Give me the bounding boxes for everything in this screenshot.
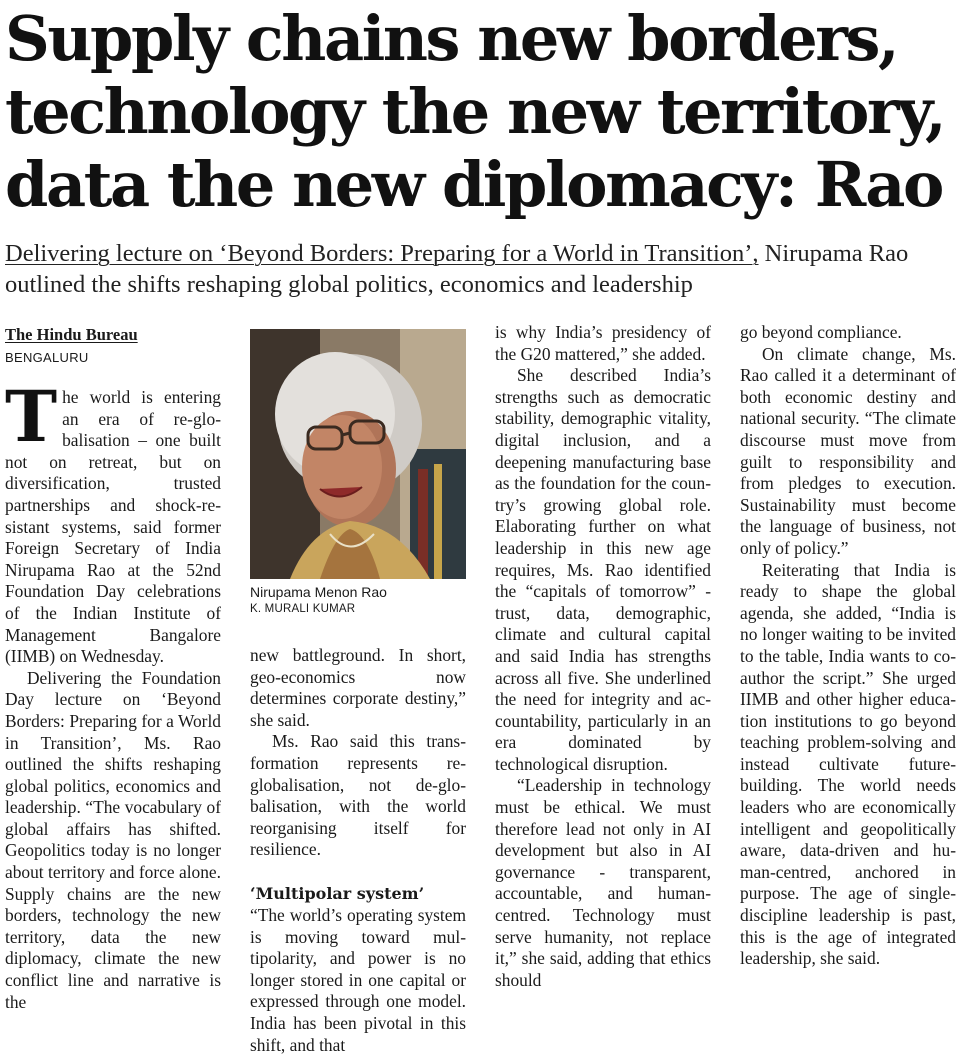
column-3 [495,322,711,1059]
deck-underlined: Delivering lecture on ‘Beyond Borders: Preparing for a World in Transition’, [5,240,759,267]
headline: Supply chains new borders, technology the new territory, data the new diplomacy: Rao [5,2,945,221]
photo-caption: Nirupama Menon Rao [250,584,387,600]
paragraph: Delivering the Foundation Day lecture on ‘Beyond Borders: Preparing for a World in Transition’, Ms. Rao outlined the shifts reshaping global politics, economics and leadership. “The vocabulary of global affairs has shifted. Geopolitics today is no longer about territory and force alone. Supply chains are the new borders, technology the new territory, data the new diplomacy, climate the new conflict line and narrative is the [5,667,221,1012]
portrait-photo [250,329,466,579]
portrait-illustration [250,329,466,579]
paragraph: “Leadership in technology must be ethical. We must therefore lead not only in AI development but also in AI governance - transparent, accountable, and human-centred. Technology must serve humanity, not replace it,” she said, adding that ethics should [495,775,711,990]
paragraph: Reiterating that India is ready to shape the global agenda, she added, “India is no longer waiting to be invited to the table, India wants to co-author the script.” She urged IIMB and other higher education institutions to go beyond teaching problem-solving and instead cultivate future-building. The world needs leaders who are economically intelligent and geopolitically aware, data-driven and human-centred, anchored in purpose. The age of single-discipline leadership is past, this is the age of integrated leadership, she said. [740,559,956,969]
paragraph: Ms. Rao said this transformation represents reglobalisation, not de-globalisation, with the world reorganising itself for resilience. [250,731,466,860]
photo-credit: K. MURALI KUMAR [250,603,356,615]
paragraph: “The world’s operating system is moving toward multipolarity, and power is no longer stored in one capital or expressed through one model. India has been pivotal in this shift, and that [250,904,466,1055]
paragraph-text: he world is entering an era of re-globalisation – one built not on retreat, but on diversification, trusted partnerships and shock-resistant systems, said former Foreign Secretary of India Nirupama Rao at the 52nd Foundation Day celebrations of the Indian Institute of Management Bangalore (IIMB) on Wednesday. [5,387,221,667]
drop-cap: T [5,375,58,458]
paragraph: She described India’s strengths such as democratic stability, demographic vitality, digital inclusion, and a deepening manufacturing base as the foundation for the country’s growing global role. Elaborating further on what leadership in this new age requires, Ms. Rao identified the “capitals of tomorrow” - trust, data, demographic, climate and cultural capital and said India has strengths across all five. She underlined the need for integrity and accountability, particularly in an era dominated by technological disruption. [495,365,711,774]
paragraph: On climate change, Ms. Rao called it a determinant of both economic destiny and national security. “The climate discourse must move from guilt to responsibility and from pledges to execution. Sustainability must become the language of business, not only of policy.” [740,343,956,558]
column-2 [250,322,466,1059]
column-4 [740,322,956,1059]
byline: The Hindu Bureau [5,325,138,344]
deck-rest: Nirupama Rao outlined the shifts reshaping global politics, economics and leadership [5,240,909,298]
paragraph: go beyond compliance. [740,322,902,342]
paragraph: new battleground. In short, geo-economics now determines corporate destiny,” she said. [250,645,466,730]
paragraph: is why India’s presidency of the G20 mattered,” she added. [495,322,711,364]
column-1 [5,322,221,1059]
deck [5,238,955,300]
paragraph [5,375,221,668]
dateline: BENGALURU [5,350,89,365]
subhead: ‘Multipolar system’ [250,883,425,903]
